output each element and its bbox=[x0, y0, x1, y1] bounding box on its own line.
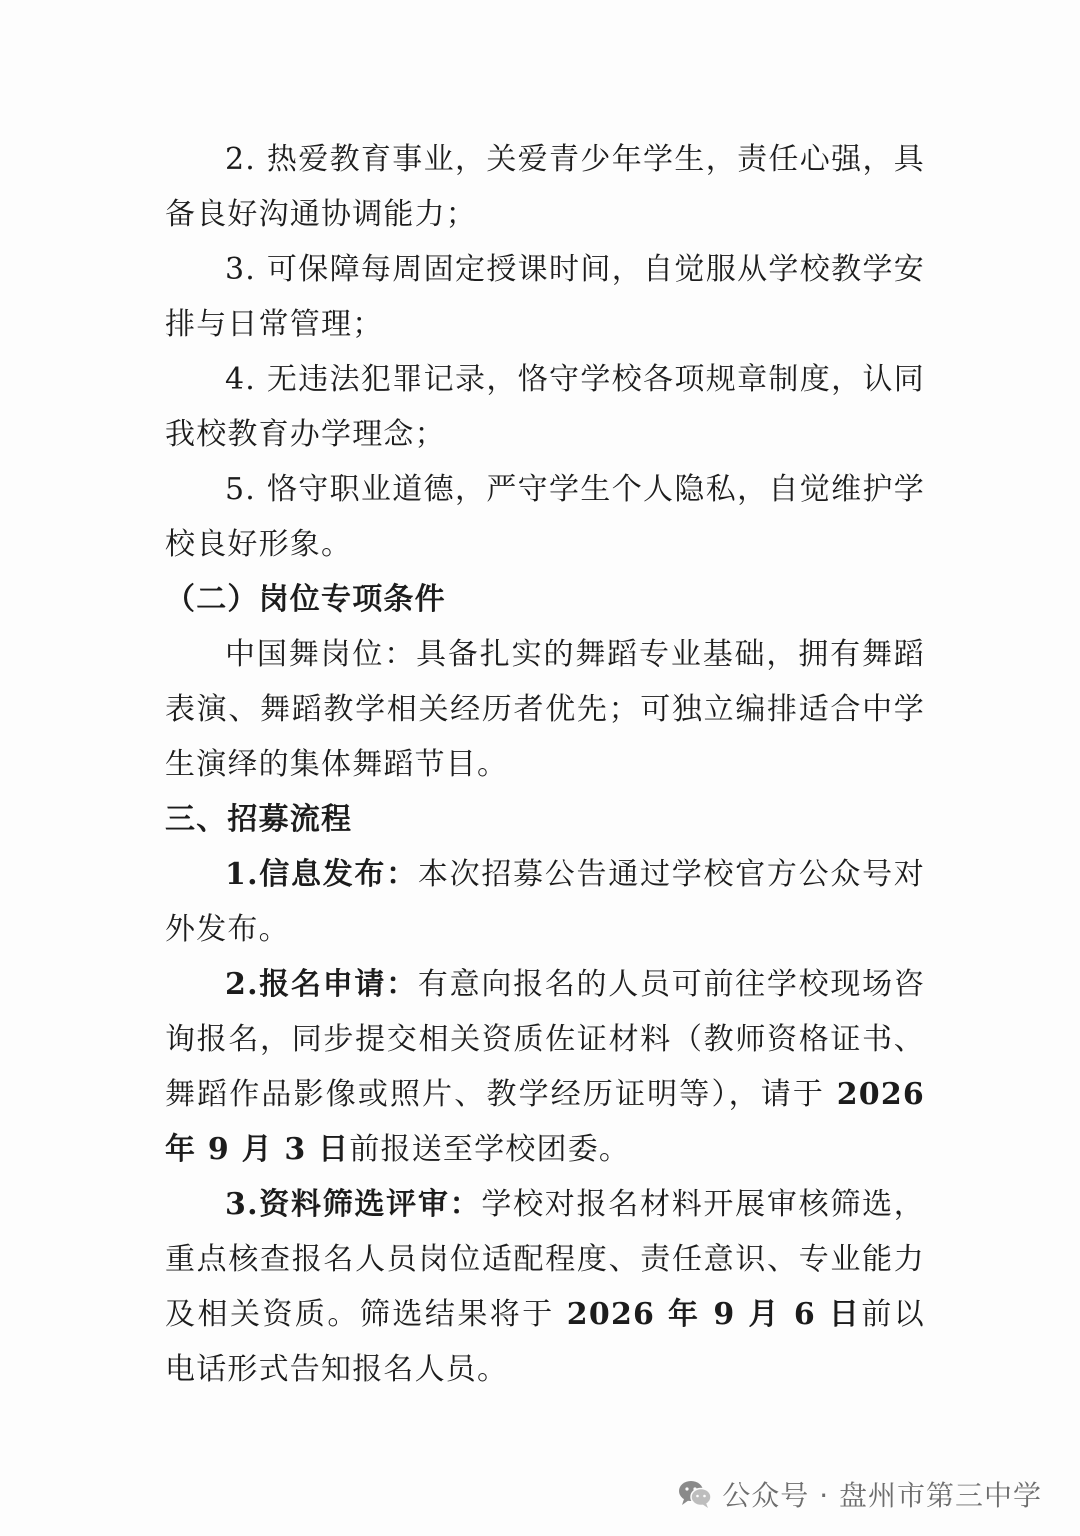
dance-position-requirement: 中国舞岗位：具备扎实的舞蹈专业基础，拥有舞蹈表演、舞蹈教学相关经历者优先；可独立编排适合中学生演绎的集体舞蹈节目。 bbox=[165, 637, 925, 782]
process-step-3-date: 2026 年 9 月 6 日 bbox=[566, 1297, 862, 1332]
document-body bbox=[165, 132, 925, 1397]
requirement-item-3: 3. 可保障每周固定授课时间，自觉服从学校教学安排与日常管理； bbox=[165, 252, 925, 342]
watermark-text: 公众号 · 盘州市第三中学 bbox=[722, 1479, 1042, 1512]
process-step-2-label: 2.报名申请： bbox=[225, 967, 418, 1002]
process-step-3-text: 学校对报名材料开展审核筛选，重点核查报名人员岗位适配程度、责任意识、专业能力及相关资质。筛选结果将于 bbox=[165, 1187, 925, 1332]
process-step-1-text: 本次招募公告通过学校官方公众号对外发布。 bbox=[165, 857, 926, 947]
process-step-2-text: 有意向报名的人员可前往学校现场咨询报名，同步提交相关资质佐证材料（教师资格证书、舞蹈作品影像或照片、教学经历证明等），请于 bbox=[165, 967, 926, 1112]
process-step-3-text-end: 前以电话形式告知报名人员。 bbox=[165, 1297, 925, 1387]
requirement-item-4: 4. 无违法犯罪记录，恪守学校各项规章制度，认同我校教育办学理念； bbox=[165, 362, 925, 452]
process-step-1-label: 1.信息发布： bbox=[225, 857, 418, 892]
process-step-1 bbox=[165, 847, 925, 957]
process-step-3-label: 3.资料筛选评审： bbox=[225, 1187, 482, 1222]
process-step-2-text-end: 前报送至学校团委。 bbox=[349, 1132, 631, 1167]
process-step-3 bbox=[165, 1177, 925, 1397]
requirement-item-5: 5. 恪守职业道德，严守学生个人隐私，自觉维护学校良好形象。 bbox=[165, 472, 925, 562]
process-step-2 bbox=[165, 957, 925, 1177]
process-step-2-date: 2026 年 9 月 3 日 bbox=[165, 1077, 925, 1167]
wechat-icon bbox=[678, 1479, 712, 1509]
requirement-item-2: 2. 热爱教育事业，关爱青少年学生，责任心强，具备良好沟通协调能力； bbox=[165, 142, 925, 232]
wechat-watermark bbox=[678, 1474, 1042, 1514]
section-title-recruitment-process: 三、招募流程 bbox=[165, 802, 353, 837]
section-title-position-conditions: （二）岗位专项条件 bbox=[165, 582, 446, 617]
